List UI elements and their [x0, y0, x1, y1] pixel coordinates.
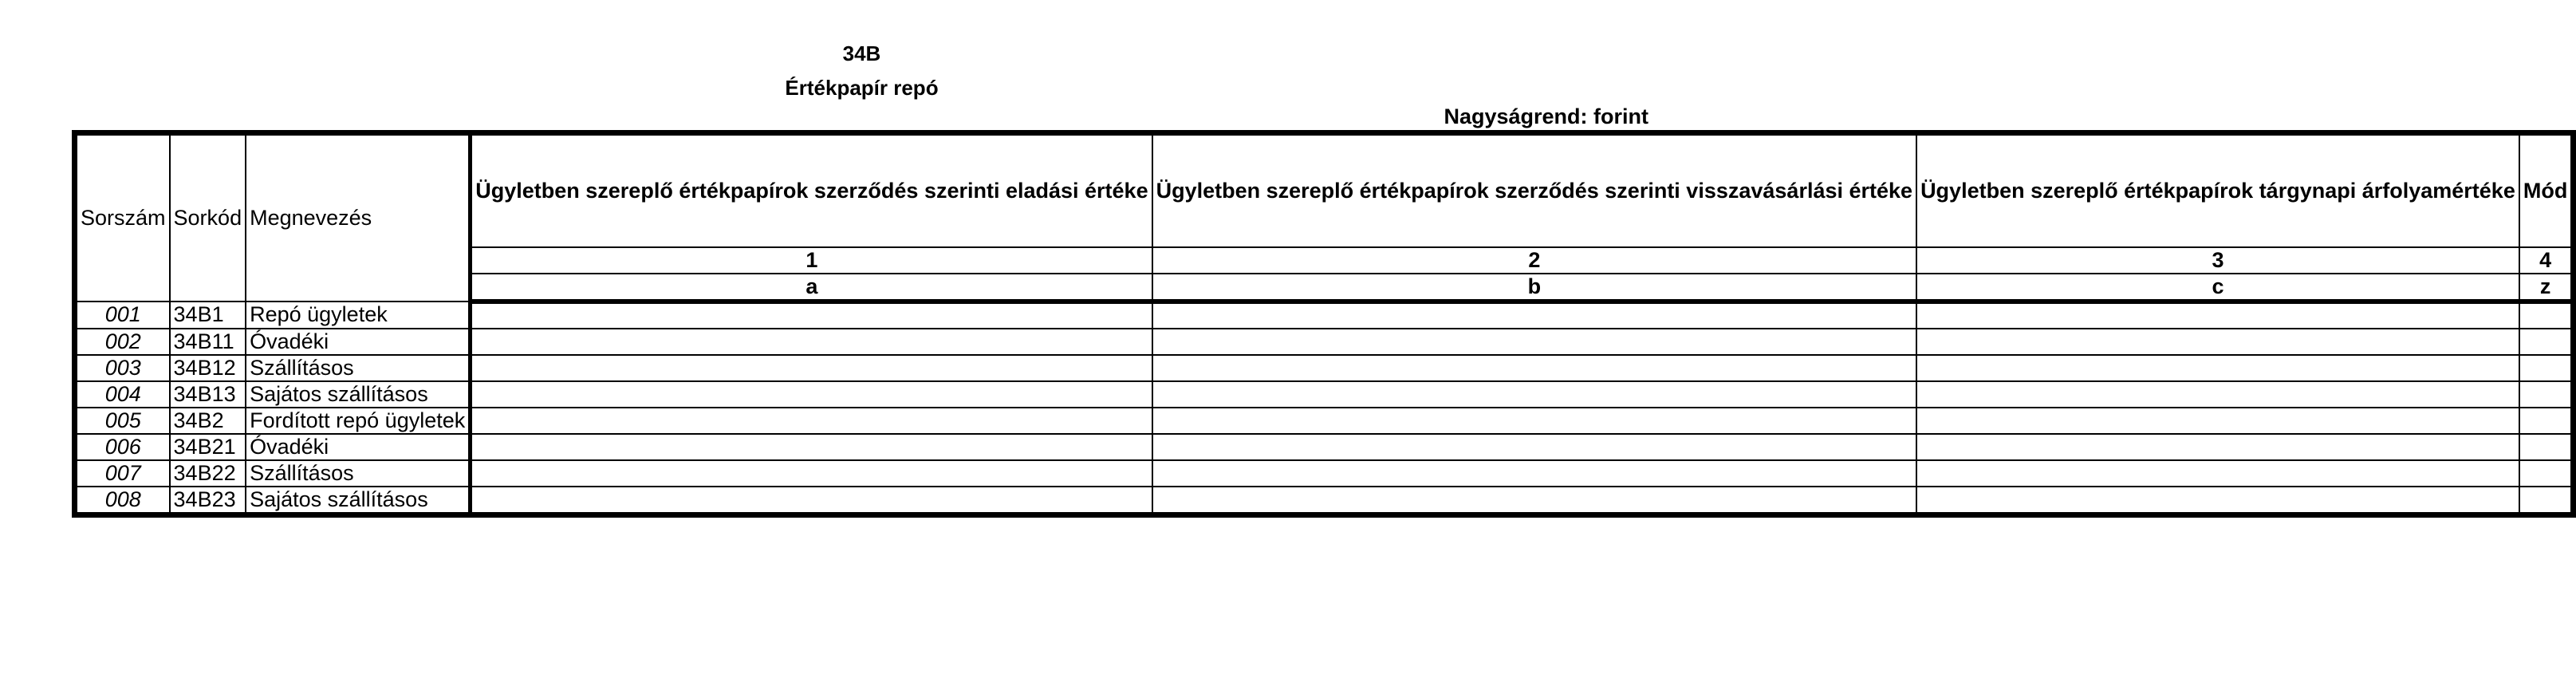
row-megnevezes: Repó ügyletek	[246, 302, 471, 329]
value-cell-a[interactable]	[471, 381, 1152, 408]
value-cell-a[interactable]	[471, 408, 1152, 434]
row-sorszam: 004	[75, 381, 170, 408]
table-row	[75, 434, 2574, 460]
table-row	[75, 381, 2574, 408]
row-sorszam: 007	[75, 460, 170, 487]
value-cell-z[interactable]	[2519, 487, 2574, 515]
header-col2: Ügyletben szereplő értékpapírok szerződés szerinti visszavásárlási értéke	[1152, 133, 1916, 247]
value-cell-b[interactable]	[1152, 408, 1916, 434]
value-cell-z[interactable]	[2519, 329, 2574, 355]
row-megnevezes: Óvadéki	[246, 434, 471, 460]
header-col4: Mód	[2519, 133, 2574, 247]
value-cell-c[interactable]	[1916, 302, 2519, 329]
value-cell-c[interactable]	[1916, 487, 2519, 515]
row-megnevezes: Szállításos	[246, 355, 471, 381]
value-cell-a[interactable]	[471, 487, 1152, 515]
value-cell-a[interactable]	[471, 302, 1152, 329]
table-row	[75, 302, 2574, 329]
row-megnevezes: Szállításos	[246, 460, 471, 487]
row-sorkod: 34B13	[170, 381, 246, 408]
value-cell-b[interactable]	[1152, 434, 1916, 460]
row-sorkod: 34B12	[170, 355, 246, 381]
value-cell-c[interactable]	[1916, 460, 2519, 487]
value-cell-z[interactable]	[2519, 302, 2574, 329]
value-cell-z[interactable]	[2519, 408, 2574, 434]
header-sorkod: Sorkód	[170, 133, 246, 302]
header-sorszam: Sorszám	[75, 133, 170, 302]
value-cell-b[interactable]	[1152, 487, 1916, 515]
column-number: 1	[471, 247, 1152, 274]
column-letter: a	[471, 274, 1152, 302]
value-cell-b[interactable]	[1152, 381, 1916, 408]
repo-table	[72, 130, 2576, 518]
table-row	[75, 487, 2574, 515]
value-cell-z[interactable]	[2519, 434, 2574, 460]
value-cell-a[interactable]	[471, 355, 1152, 381]
table-row	[75, 408, 2574, 434]
row-sorkod: 34B2	[170, 408, 246, 434]
value-cell-a[interactable]	[471, 329, 1152, 355]
value-cell-z[interactable]	[2519, 460, 2574, 487]
row-megnevezes: Sajátos szállításos	[246, 381, 471, 408]
value-cell-b[interactable]	[1152, 302, 1916, 329]
value-cell-c[interactable]	[1916, 408, 2519, 434]
row-sorszam: 001	[75, 302, 170, 329]
row-sorszam: 008	[75, 487, 170, 515]
row-sorkod: 34B11	[170, 329, 246, 355]
value-cell-b[interactable]	[1152, 329, 1916, 355]
value-cell-a[interactable]	[471, 460, 1152, 487]
column-letter: c	[1916, 274, 2519, 302]
column-letter: z	[2519, 274, 2574, 302]
value-cell-c[interactable]	[1916, 329, 2519, 355]
value-cell-b[interactable]	[1152, 355, 1916, 381]
row-sorszam: 002	[75, 329, 170, 355]
row-megnevezes: Fordított repó ügyletek	[246, 408, 471, 434]
row-sorszam: 003	[75, 355, 170, 381]
row-sorkod: 34B21	[170, 434, 246, 460]
value-cell-c[interactable]	[1916, 355, 2519, 381]
column-number: 4	[2519, 247, 2574, 274]
form-code: 34B	[842, 41, 881, 65]
header-megnevezes: Megnevezés	[246, 133, 471, 302]
header-col1: Ügyletben szereplő értékpapírok szerződés szerinti eladási értéke	[471, 133, 1152, 247]
table-row	[75, 329, 2574, 355]
value-cell-z[interactable]	[2519, 355, 2574, 381]
value-cell-a[interactable]	[471, 434, 1152, 460]
row-sorszam: 006	[75, 434, 170, 460]
value-cell-b[interactable]	[1152, 460, 1916, 487]
row-sorkod: 34B1	[170, 302, 246, 329]
row-sorkod: 34B23	[170, 487, 246, 515]
value-cell-c[interactable]	[1916, 434, 2519, 460]
table-row	[75, 460, 2574, 487]
row-megnevezes: Óvadéki	[246, 329, 471, 355]
column-number: 3	[1916, 247, 2519, 274]
row-sorkod: 34B22	[170, 460, 246, 487]
unit-label: Nagyságrend: forint	[1444, 104, 1648, 128]
column-number: 2	[1152, 247, 1916, 274]
row-megnevezes: Sajátos szállításos	[246, 487, 471, 515]
form-title: Értékpapír repó	[785, 76, 939, 100]
header-col3: Ügyletben szereplő értékpapírok tárgynapi árfolyamértéke	[1916, 133, 2519, 247]
value-cell-c[interactable]	[1916, 381, 2519, 408]
value-cell-z[interactable]	[2519, 381, 2574, 408]
row-sorszam: 005	[75, 408, 170, 434]
table-row	[75, 355, 2574, 381]
column-letter: b	[1152, 274, 1916, 302]
